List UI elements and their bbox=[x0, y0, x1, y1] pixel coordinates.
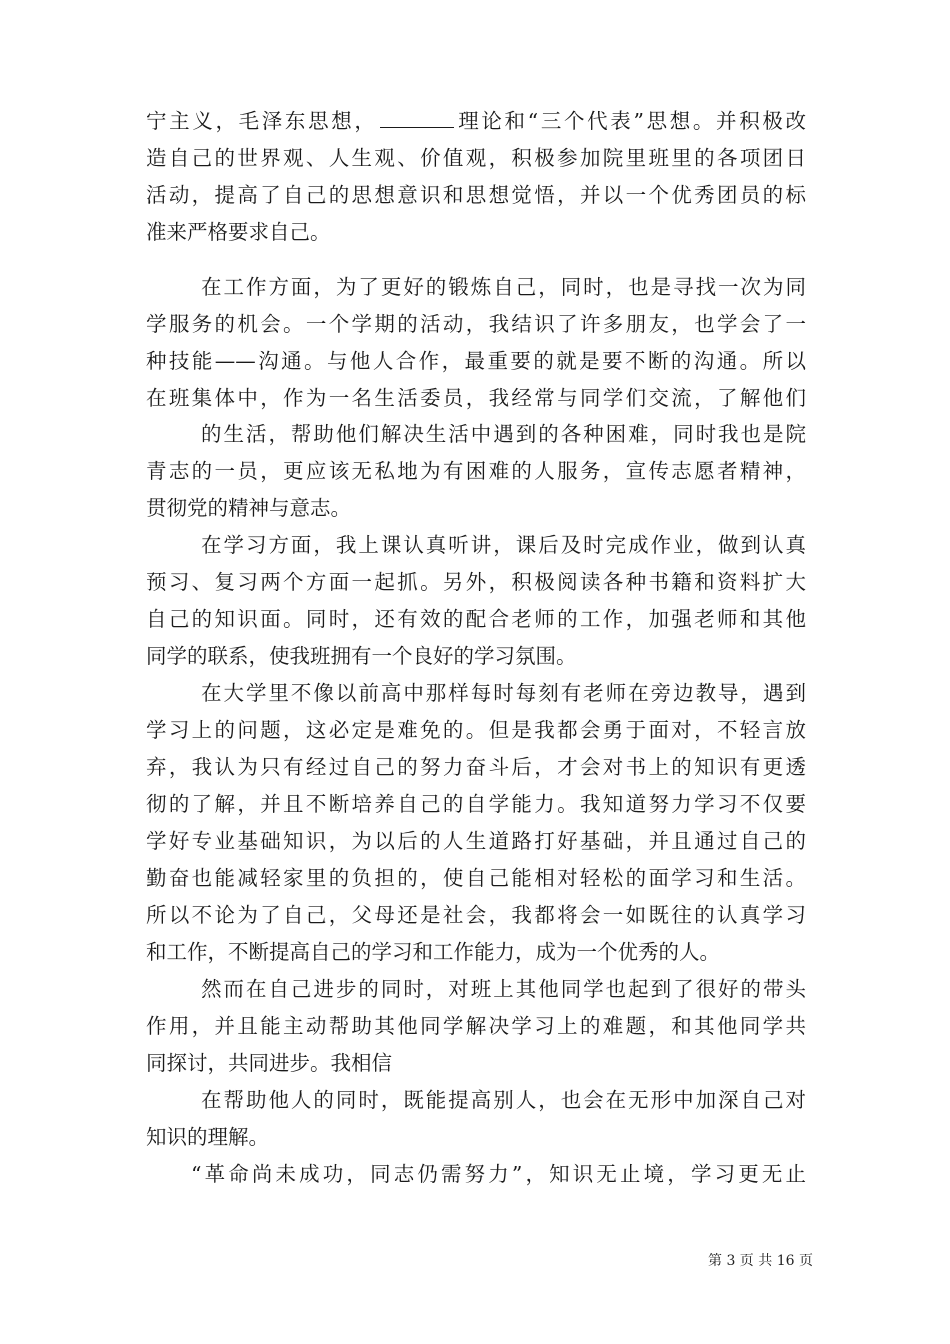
text-line-10: 青志的一员，更应该无私地为有困难的人服务，宣传志愿者精神， bbox=[146, 459, 806, 483]
text-line-15: 同学的联系，使我班拥有一个良好的学习氛围。 bbox=[146, 644, 577, 668]
text-line-13: 预习、复习两个方面一起抓。另外，积极阅读各种书籍和资料扩大 bbox=[146, 570, 806, 594]
text-line-5: 在工作方面，为了更好的锻炼自己，同时，也是寻找一次为同 bbox=[201, 275, 806, 299]
text-line-21: 勤奋也能减轻家里的负担的，使自己能相对轻松的面学习和生活。 bbox=[146, 866, 806, 890]
text-line-6: 学服务的机会。一个学期的活动，我结识了许多朋友，也学会了一 bbox=[146, 312, 806, 336]
text-line-4: 准来严格要求自己。 bbox=[146, 220, 331, 244]
text-line-23: 和工作，不断提高自己的学习和工作能力，成为一个优秀的人。 bbox=[146, 940, 720, 964]
text-line-22: 所以不论为了自己，父母还是社会，我都将会一如既往的认真学习 bbox=[146, 903, 806, 927]
text-line-18: 弃，我认为只有经过自己的努力奋斗后，才会对书上的知识有更透 bbox=[146, 755, 806, 779]
text-line-11: 贯彻党的精神与意志。 bbox=[146, 496, 351, 520]
text-line-26: 同探讨，共同进步。我相信 bbox=[146, 1051, 392, 1075]
text-line-25: 作用，并且能主动帮助其他同学解决学习上的难题，和其他同学共 bbox=[146, 1014, 806, 1038]
text-line-8: 在班集体中，作为一名生活委员，我经常与同学们交流，了解他们 bbox=[146, 386, 806, 410]
text-line-28: 知识的理解。 bbox=[146, 1125, 269, 1149]
text-line-14: 自己的知识面。同时，还有效的配合老师的工作，加强老师和其他 bbox=[146, 607, 806, 631]
text-line-3: 活动，提高了自己的思想意识和思想觉悟，并以一个优秀团员的标 bbox=[146, 183, 806, 207]
text-line-27: 在帮助他人的同时，既能提高别人，也会在无形中加深自己对 bbox=[201, 1088, 806, 1112]
text-line-19: 彻的了解，并且不断培养自己的自学能力。我知道努力学习不仅要 bbox=[146, 792, 806, 816]
text-line-1 bbox=[146, 104, 806, 138]
text-line-1-start: 宁主义，毛泽东思想， bbox=[146, 109, 378, 133]
text-line-1-end: 理论和“三个代表”思想。并积极改 bbox=[455, 109, 807, 133]
text-line-29: “革命尚未成功，同志仍需努力”，知识无止境，学习更无止 bbox=[191, 1162, 806, 1186]
fill-in-blank bbox=[380, 105, 454, 128]
text-line-9: 的生活，帮助他们解决生活中遇到的各种困难，同时我也是院 bbox=[201, 422, 806, 446]
text-line-17: 学习上的问题，这必定是难免的。但是我都会勇于面对，不轻言放 bbox=[146, 718, 806, 742]
page-number-footer: 第 3 页 共 16 页 bbox=[708, 1253, 813, 1269]
text-line-24: 然而在自己进步的同时，对班上其他同学也起到了很好的带头 bbox=[201, 977, 806, 1001]
text-line-7: 种技能——沟通。与他人合作，最重要的就是要不断的沟通。所以 bbox=[146, 349, 806, 373]
text-line-20: 学好专业基础知识，为以后的人生道路打好基础，并且通过自己的 bbox=[146, 829, 806, 853]
text-line-12: 在学习方面，我上课认真听讲，课后及时完成作业，做到认真 bbox=[201, 533, 806, 557]
text-line-2: 造自己的世界观、人生观、价值观，积极参加院里班里的各项团日 bbox=[146, 146, 806, 170]
text-line-16: 在大学里不像以前高中那样每时每刻有老师在旁边教导，遇到 bbox=[201, 681, 806, 705]
